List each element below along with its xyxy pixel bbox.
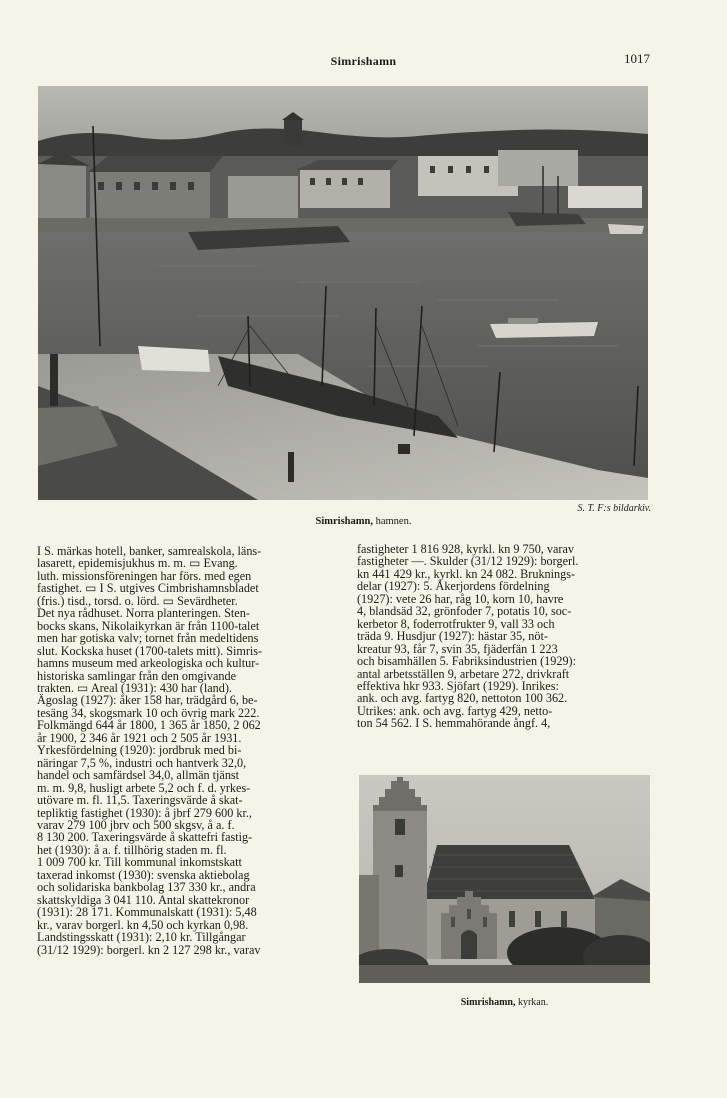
text-line: (1927): vete 26 har, råg 10, korn 10, havre	[357, 591, 564, 606]
text-line: och bisamhällen 5. Fabriksindustrien (1929):	[357, 654, 577, 669]
text-line: varav 279 100 jbrv och 500 skgsv, å a. f.	[37, 817, 235, 832]
text-line: kn 441 429 kr., kyrkl. kn 24 082. Bruknings-	[357, 566, 576, 581]
harbor-caption-rest: hamnen.	[372, 516, 412, 527]
text-line: tesäng 34, skogsmark 10 och övrig mark 222.	[37, 705, 260, 720]
text-line: handel och samfärdsel 34,0, allmän tjänst	[37, 768, 240, 783]
text-line: het (1930): å a. f. tillhörig staden m. fl.	[37, 842, 227, 857]
church-caption	[359, 997, 650, 1008]
text-line: historiska samlingar från den omgivande	[37, 668, 237, 683]
text-line: ton 54 562. I S. hemmahörande ångf. 4,	[357, 716, 551, 731]
text-line: (1931): 28 171. Kommunalskatt (1931): 5,48	[37, 905, 257, 920]
page-number: 1017	[624, 51, 650, 66]
church-caption-place: Simrishamn,	[460, 997, 516, 1008]
text-line: tepliktig fastighet (1930): å jbrf 279 600 kr.,	[37, 805, 252, 820]
text-line: Folkmängd 644 år 1800, 1 365 år 1850, 2 062	[37, 718, 261, 733]
text-line: bocks skans, Nikolaikyrkan är från 1100-talet	[37, 618, 260, 633]
text-line: ank. och avg. fartyg 820, nettoton 100 362.	[357, 691, 568, 706]
text-line: 1 009 700 kr. Till kommunal inkomstskatt	[37, 855, 242, 870]
text-line: träda 9. Husdjur (1927): hästar 35, nöt-	[357, 629, 548, 644]
text-line: men har gotiska valv; tornet från medeltidens	[37, 631, 259, 646]
text-line: Det nya rådhuset. Norra planteringen. Sten-	[37, 606, 250, 621]
text-line: Ägoslag (1927): åker 158 har, trädgård 6, be-	[37, 693, 258, 708]
harbor-caption	[0, 516, 727, 527]
text-line: Utrikes: ank. och avg. fartyg 429, netto-	[357, 703, 553, 718]
text-line: år 1900, 2 346 år 1921 och 2 505 år 1931.	[37, 730, 242, 745]
text-line: Landstingsskatt (1931): 2,10 kr. Tillgångar	[37, 930, 246, 945]
text-line: skattskyldiga 3 041 110. Antal skattekronor	[37, 892, 250, 907]
text-line: kerbetor 8, foderrotfrukter 9, vall 33 och	[357, 616, 555, 631]
left-text-column	[37, 545, 335, 956]
church-caption-rest: kyrkan.	[515, 997, 549, 1008]
text-line: Yrkesfördelning (1920): jordbruk med bi-	[37, 743, 242, 758]
text-line: och solidariska bankbolag 137 330 kr., andra	[37, 880, 256, 895]
text-line: 8 130 200. Taxeringsvärde å skattefri fastig-	[37, 830, 253, 845]
text-line: slut. Kockska huset (1700-talets mitt). Simris-	[37, 643, 263, 658]
church-photograph	[359, 775, 650, 983]
photo-credit: S. T. F:s bildarkiv.	[577, 503, 651, 514]
text-line: lasarett, epidemisjukhus m. m. ▭ Evang.	[37, 556, 238, 571]
text-line: antal arbetsställen 9, arbetare 272, drivkraft	[357, 666, 570, 681]
text-line: I S. märkas hotell, banker, samrealskola, läns-	[37, 544, 262, 558]
text-line: delar (1927): 5. Åkerjordens fördelning	[357, 579, 550, 594]
text-line: (31/12 1929): borgerl. kn 2 127 298 kr., varav	[37, 942, 261, 957]
text-line: m. m. 9,8, husligt arbete 5,2 och f. d. yrkes-	[37, 780, 251, 795]
running-title: Simrishamn	[330, 54, 397, 68]
text-line: fastigheter 1 816 928, kyrkl. kn 9 750, varav	[357, 542, 574, 556]
text-line: luth. missionsföreningen har förs. med egen	[37, 568, 252, 583]
text-line: kr., varav borgerl. kn 4,50 och kyrkan 0,98.	[37, 917, 249, 932]
text-line: fastighet. ▭ I S. utgives Cimbrishamnsbladet	[37, 581, 259, 596]
text-line: (fris.) tisd., torsd. o. lörd. ▭ Sevärdheter.	[37, 593, 238, 608]
text-line: utövare m. fl. 11,5. Taxeringsvärde å skat-	[37, 793, 243, 808]
text-line: trakten. ▭ Areal (1931): 430 har (land).	[37, 680, 232, 695]
text-line: 4, blandsäd 32, grönfoder 7, potatis 10, soc-	[357, 604, 572, 619]
right-text-column	[357, 543, 655, 730]
text-line: taxerad inkomst (1930): svenska aktiebolag	[37, 867, 250, 882]
text-line: hamns museum med arkeologiska och kultur-	[37, 656, 260, 671]
text-line: effektiva hkr 933. Sjöfart (1929). Inrikes:	[357, 678, 559, 693]
harbor-photograph	[38, 86, 648, 500]
text-line: kreatur 93, får 7, svin 35, fjäderfän 1 223	[357, 641, 558, 656]
harbor-caption-place: Simrishamn,	[315, 516, 373, 527]
text-line: fastigheter —. Skulder (31/12 1929): borgerl.	[357, 554, 579, 569]
text-line: näringar 7,5 %, industri och hantverk 32,0,	[37, 755, 247, 770]
